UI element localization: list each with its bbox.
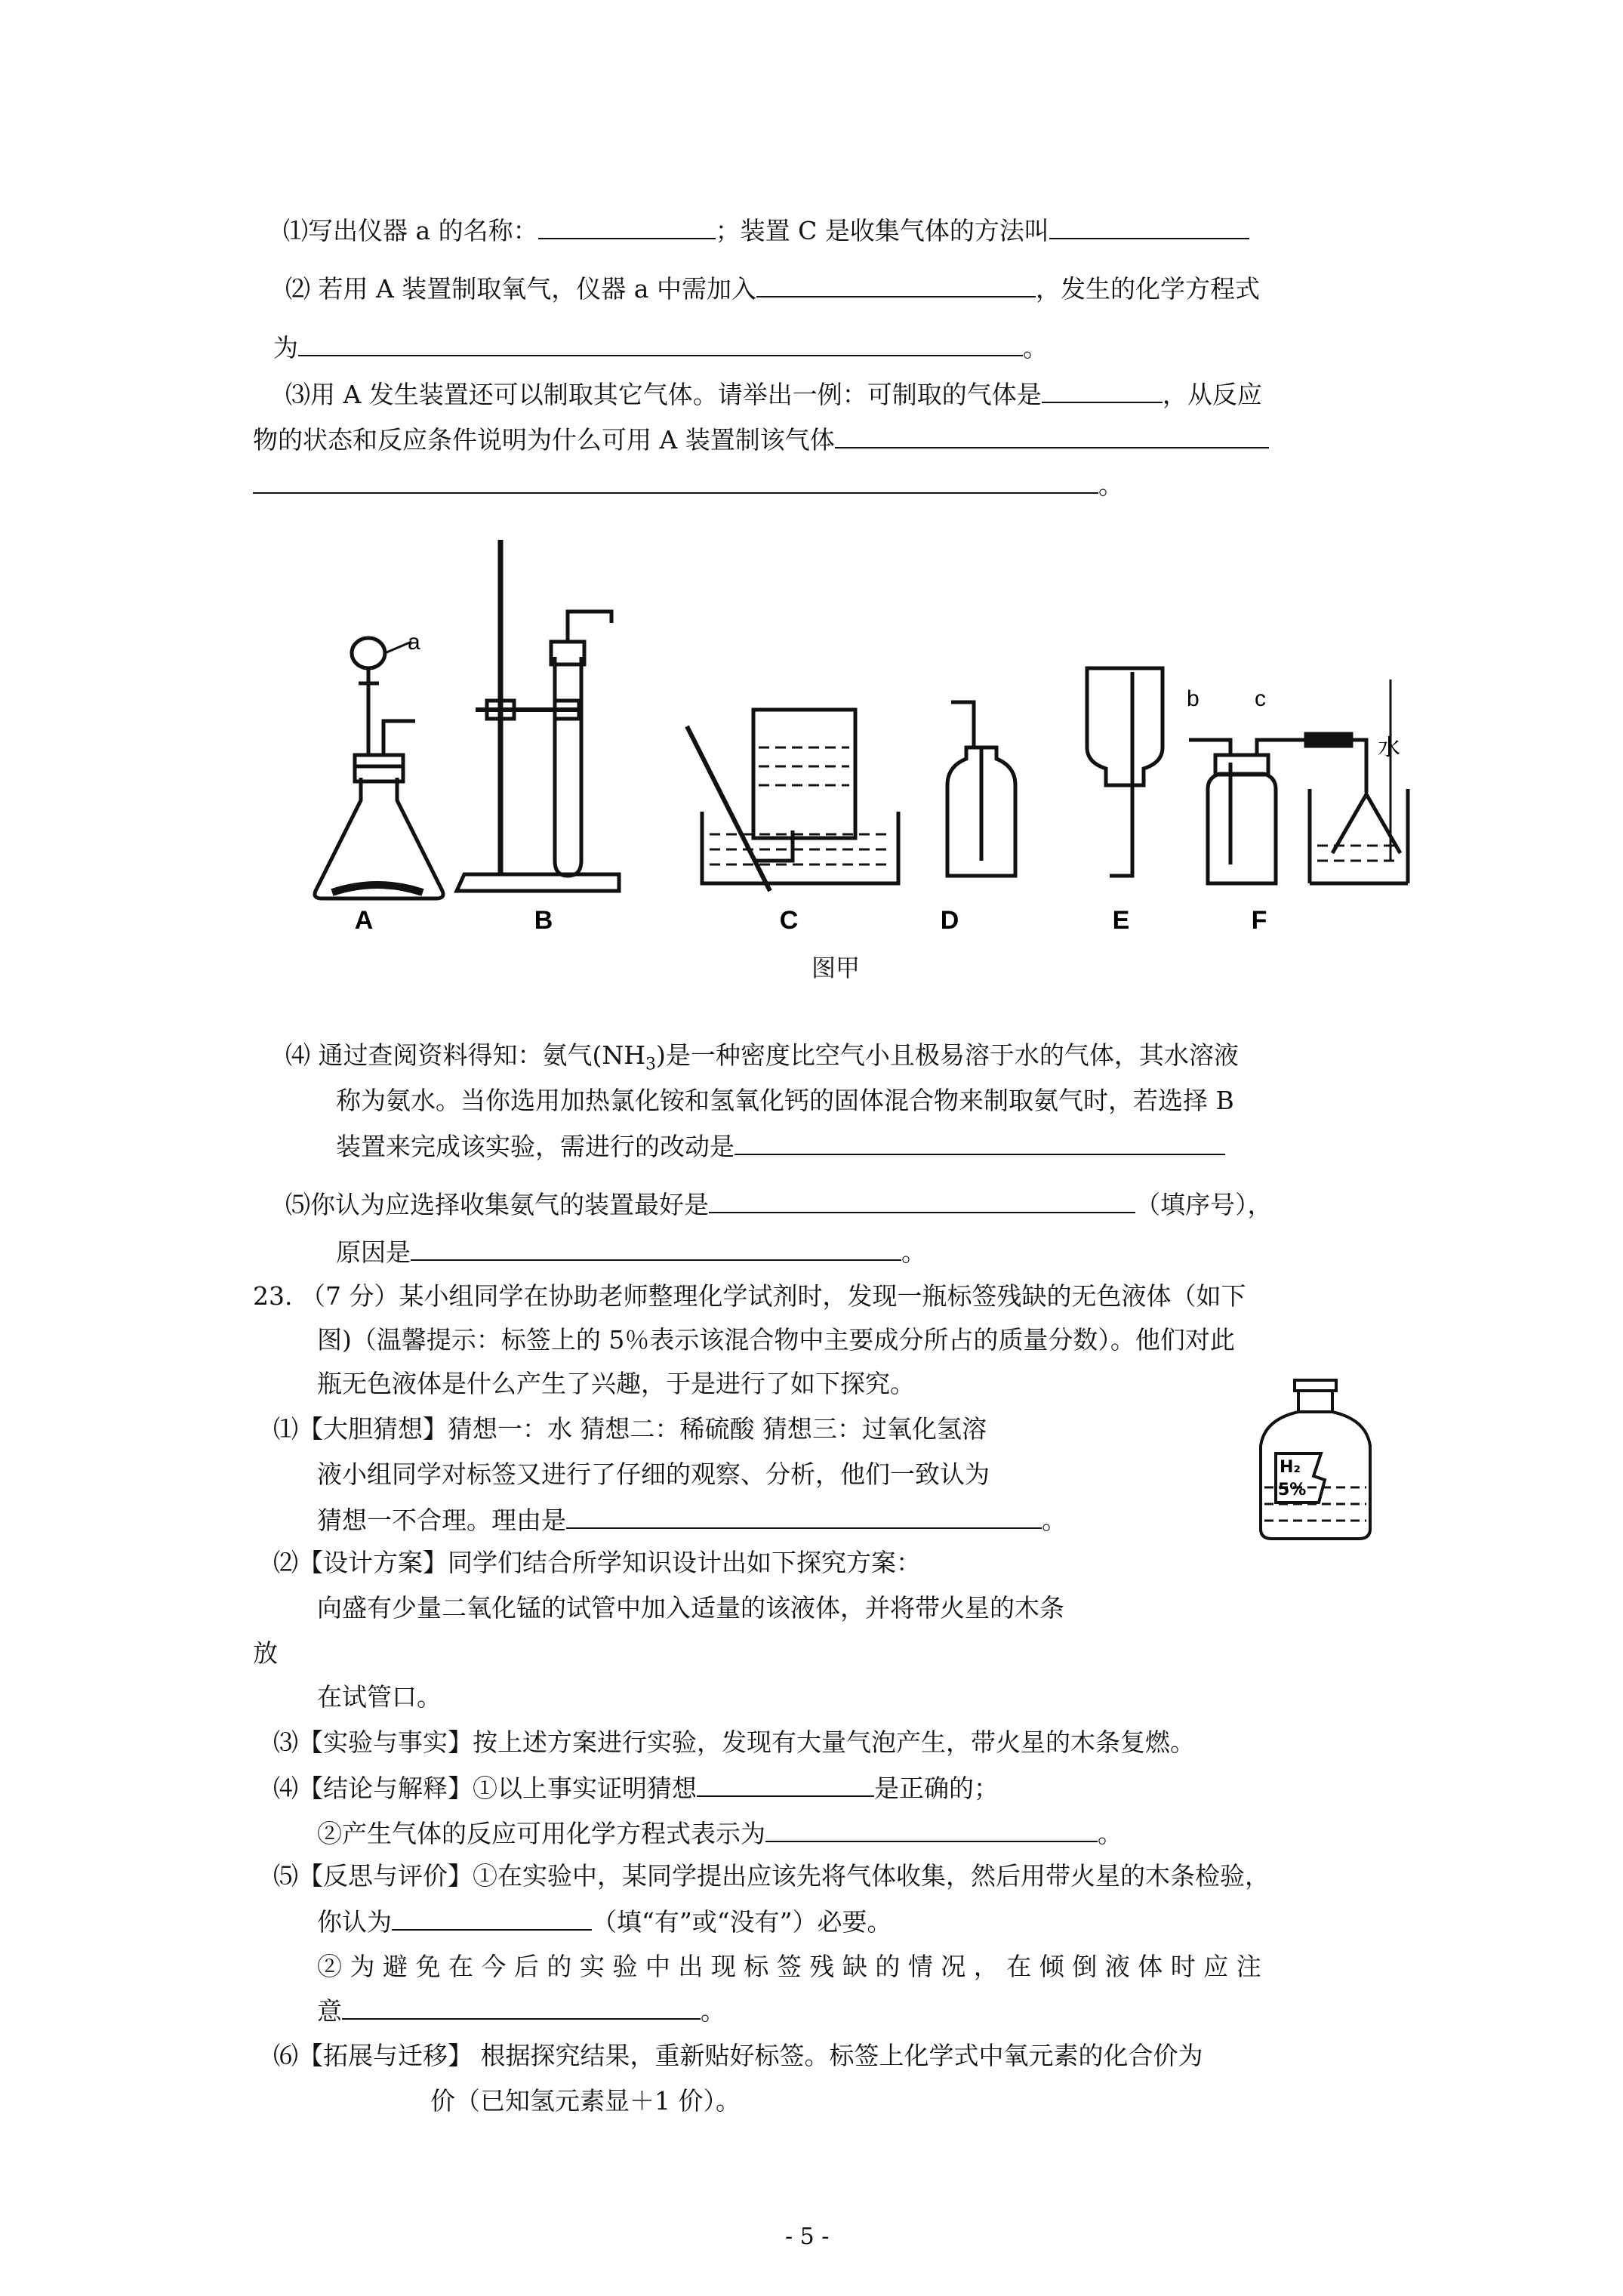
q23-s1-line1: ⑴【大胆猜想】猜想一：水 猜想二：稀硫酸 猜想三：过氧化氢溶 [273,1414,987,1444]
q23-s1-line2: 液小组同学对标签又进行了仔细的观察、分析，他们一致认为 [317,1459,990,1489]
answer-blank-guess1-reason[interactable] [566,1505,1042,1529]
answer-blank-reaction-equation[interactable] [765,1818,1098,1842]
q22-part3-line2 [253,424,1269,455]
q23-s5-text-d: 。 [701,1996,725,2026]
mark-c: c [1255,686,1266,711]
q22-part5-line1 [285,1189,1273,1220]
apparatus-f-setup [1189,680,1408,883]
q23-s5-line1: ⑸【反思与评价】①在实验中，某同学提出应该先将气体收集，然后用带火星的木条检验， [273,1861,1270,1891]
q22-part4-line2: 称为氨水。当你选用加热氯化铵和氢氧化钙的固体混合物来制取氨气时，若选择 B [336,1086,1234,1115]
answer-blank-reason[interactable] [411,1237,901,1261]
q22-part2-line2 [273,332,1048,363]
q22-part3-line1 [285,379,1262,410]
q23-s6-text-a: 价（已知氢元素显＋1 价）。 [430,2086,741,2116]
q23-s2-line3: 放 [253,1638,278,1668]
label-c: C [779,906,799,935]
q23-s4-text-d: 。 [1098,1819,1123,1848]
q23-s5-line2 [317,1906,892,1937]
q23-s4-line1 [273,1773,999,1804]
q23-s4-text-c: ②产生气体的反应可用化学方程式表示为 [317,1819,765,1848]
q22-part1-text-b: ；装置 C 是收集气体的方法叫 [715,216,1049,245]
q22-part4-text-a: ⑷ 通过查阅资料得知：氨气(NH [285,1040,646,1070]
q22-part3-text-a: ⑶用 A 发生装置还可以制取其它气体。请举出一例：可制取的气体是 [285,380,1042,409]
q23-intro-line1: 23. （7 分）某小组同学在协助老师整理化学试剂时，发现一瓶标签残缺的无色液体（如下 [253,1281,1246,1311]
answer-blank-equation[interactable] [298,332,1023,356]
mark-a: a [408,630,420,655]
q22-part1 [283,215,1249,246]
label-b: B [534,906,553,935]
q22-part2-text-d: 。 [1023,333,1048,362]
q22-part4-text-c: 装置来完成该实验，需进行的改动是 [336,1132,735,1161]
mark-b: b [1187,686,1200,711]
q23-s5-text-c: 意 [317,1996,342,2026]
q23-s4-text-b: 是正确的； [874,1774,999,1803]
reagent-bottle-figure [1249,1374,1381,1544]
q22-part4-subscript: 3 [645,1055,657,1074]
q23-s1-text-b: 。 [1042,1505,1067,1535]
answer-blank-modification[interactable] [735,1131,1225,1155]
q23-intro-line3: 瓶无色液体是什么产生了兴趣，于是进行了如下探究。 [317,1369,915,1398]
q23-s3-line1: ⑶【实验与事实】按上述方案进行实验，发现有大量气泡产生，带火星的木条复燃。 [273,1727,1195,1757]
q23-s4-line2 [317,1818,1123,1849]
q23-s6-line1: ⑹【拓展与迁移】 根据探究结果，重新贴好标签。标签上化学式中氧元素的化合价为 [273,2041,1203,2070]
q22-part3-text-d: 。 [1098,470,1123,500]
q23-s5-text-a: 你认为 [317,1907,392,1937]
q22-part5-text-b: （填序号）， [1135,1190,1273,1219]
water-ripples [710,747,1400,864]
q22-part3-text-c: 物的状态和反应条件说明为什么可用 A 装置制该气体 [253,425,835,455]
answer-blank-valence[interactable] [317,2085,430,2110]
answer-blank-instrument-name[interactable] [538,215,716,239]
answer-blank-reason-b[interactable] [253,470,1098,494]
q22-part4-text-b: )是一种密度比空气小且极易溶于水的气体，其水溶液 [656,1040,1239,1070]
q23-s5-line4 [317,1996,725,2026]
q22-part3-text-b: ，从反应 [1162,380,1262,409]
answer-blank-gas[interactable] [1042,379,1163,403]
q22-part2-text-b: ，发生的化学方程式 [1035,274,1260,304]
page-number: - 5 - [785,2224,830,2250]
q23-s5-text-b: （填“有”或“没有”）必要。 [592,1907,892,1937]
q23-intro-line2: 图)（温馨提示：标签上的 5％表示该混合物中主要成分所占的质量分数）。他们对此 [317,1325,1235,1354]
label-formula: H₂ [1280,1458,1301,1477]
label-a: A [354,906,374,935]
q22-part5-text-c: 原因是 [336,1237,411,1267]
apparatus-figure [302,529,1400,951]
label-d: D [940,906,959,935]
mark-water: 水 [1378,735,1400,761]
answer-blank-reagent[interactable] [756,273,1036,297]
q22-part2-text-c: 为 [273,333,298,362]
figure-caption: 图甲 [812,954,861,982]
q22-part2-line1 [285,273,1260,304]
answer-blank-precaution[interactable] [342,1996,701,2020]
solid-reagent [332,885,423,892]
apparatus-e-bottle [1087,668,1163,876]
q22-part5-line2 [336,1237,926,1268]
q23-s2-line2: 向盛有少量二氧化锰的试管中加入适量的该液体，并将带火星的木条 [317,1593,1064,1623]
q23-s2-line4: 在试管口。 [317,1682,442,1712]
label-e: E [1112,906,1130,935]
q23-s6-line2 [317,2085,741,2116]
q23-s1-text-a: 猜想一不合理。理由是 [317,1505,566,1535]
q22-part5-text-a: ⑸你认为应选择收集氨气的装置最好是 [285,1190,709,1219]
q22-part1-text-a: ⑴写出仪器 a 的名称： [283,216,538,245]
q22-part4-line3 [336,1131,1225,1162]
q23-s1-line3 [317,1505,1067,1536]
apparatus-d-bottle [947,702,1015,876]
answer-blank-collection-device[interactable] [709,1189,1135,1213]
q22-part5-text-d: 。 [901,1237,926,1267]
answer-blank-collection-method[interactable] [1049,215,1249,239]
apparatus-a-flask [315,638,443,898]
answer-blank-reason-a[interactable] [835,424,1269,448]
q22-part4-line1 [285,1040,1239,1080]
q23-s2-line1: ⑵【设计方案】同学们结合所学知识设计出如下探究方案： [273,1548,921,1577]
label-percent: 5% [1278,1481,1307,1499]
label-f: F [1251,906,1267,935]
q22-part3-line3 [253,470,1123,501]
answer-blank-correct-guess[interactable] [697,1773,874,1797]
q23-s4-text-a: ⑷【结论与解释】①以上事实证明猜想 [273,1774,697,1803]
q23-s5-line3: ② 为 避 免 在 今 后 的 实 验 中 出 现 标 签 残 缺 的 情 况 ， 在 倾 倒 液 体 时 应 注 [317,1952,1261,1981]
q22-part2-text-a: ⑵ 若用 A 装置制取氧气，仪器 a 中需加入 [285,274,756,304]
apparatus-b-stand [457,540,619,891]
answer-blank-necessity[interactable] [392,1906,592,1931]
